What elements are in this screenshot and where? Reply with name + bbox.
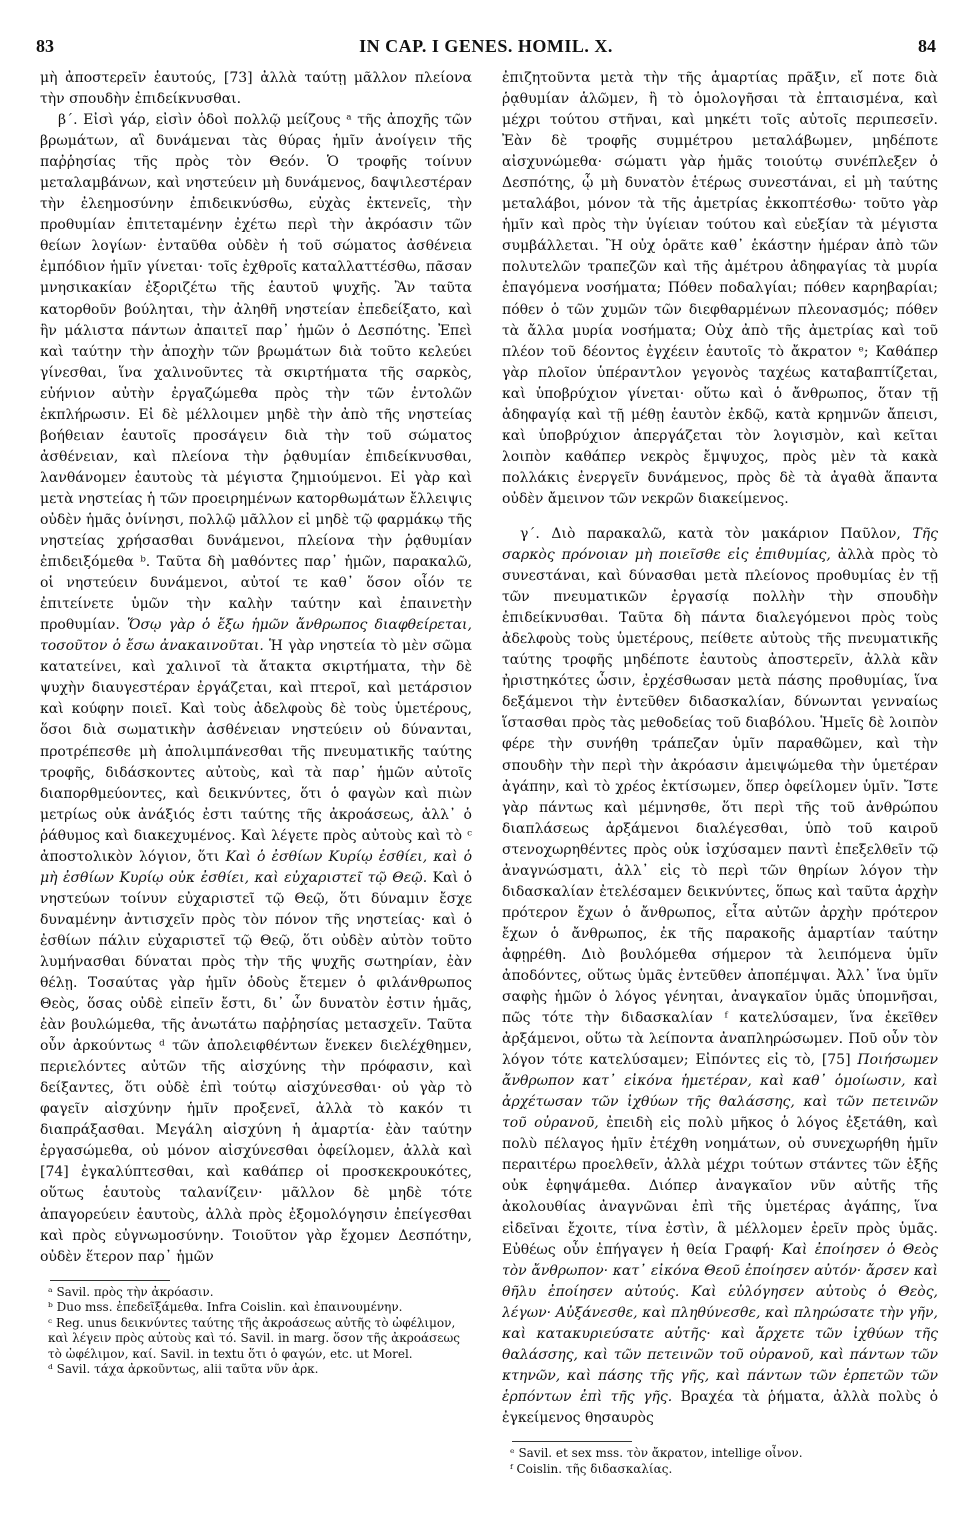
paragraph-text: β΄. Εἰσὶ γάρ, εἰσὶν ὁδοὶ πολλῷ μείζους ᵃ τῆς ἀποχῆς τῶν βρωμάτων, αἳ δυνάμεναι τὰς θύρας ἡμῖν ἀνοίγειν τῆς παῤῥησίας τῆς πρὸς τὸν Θεόν. Ὁ τροφῆς τοίνυν μεταλαμβάνων, καὶ νηστεύειν μὴ δυνάμενος, δαψιλεστέραν τὴν ἐλεημοσύνην ἐπιδεικνύσθω, εὐχὰς ἐκτενεῖς, τὴν προθυμίαν ἐπιτεταμένην ἐχέτω περὶ τὴν ἀκρόασιν τῶν θείων λογίων· ἐνταῦθα οὐδὲν ἡ τοῦ σώματος ἀσθένεια ἐμπόδιον ἡμῖν γίνεται· τοῖς ἐχθροῖς καταλλαττέσθω, πᾶσαν μνησικακίαν ἐξοριζέτω τῆς ἑαυτοῦ ψυχῆς. Ἂν ταῦτα κατορθοῦν βούληται, τὴν ἀληθῆ νηστείαν ἐπεδείξατο, καὶ ἣν μάλιστα πάντων ἀπαιτεῖ παρ᾽ ἡμῶν ὁ Δεσπότης. Ἐπεὶ καὶ ταύτην τὴν ἀποχὴν τῶν βρωμάτων διὰ τοῦτο κελεύει γίνεσθαι, ἵνα χαλινοῦντες τὰ σκιρτήματα τῆς σαρκὸς, εὐήνιον αὐτὴν ἐργαζώμεθα πρὸς τὴν τῶν ἐντολῶν ἐκπλήρωσιν. Εἰ δὲ μέλλοιμεν μηδὲ τὴν ἀπὸ τῆς νηστείας βοήθειαν ἑαυτοῖς προσάγειν διὰ τὴν τοῦ σώματος ἀσθένειαν, καὶ πλείονα τὴν ῥᾳθυμίαν ἐπιδείκνυσθαι, λανθάνομεν ἑαυτοὺς τὰ μέγιστα ζημιούμενοι. Εἰ γὰρ καὶ μετὰ νηστείας ἡ τῶν προειρημένων κατορθωμάτων ἔλλειψις οὐδὲν ἡμᾶς ὀνίνησι, πολλῷ μᾶλλον εἰ μηδὲ τῷ φαρμάκῳ τῆς νηστείας χρήσασθαι δυνάμενοι, πλείονα τὴν ῥᾳθυμίαν ἐπιδειξόμεθα ᵇ. Ταῦτα δὴ μαθόντες παρ᾽ ἡμῶν, παρακαλῶ, οἱ νηστεύειν δυνάμενοι, αὐτοί τε καθ᾽ ὅσον οἷόν τε ἐπιτείνετε ὑμῶν τὴν καλὴν ταύτην καὶ ἐπαινετὴν προθυμίαν. [40,112,472,634]
paragraph: ἐπιζητοῦντα μετὰ τὴν τῆς ἁμαρτίας πρᾶξιν, εἴ ποτε διὰ ῥᾳθυμίαν ἁλῶμεν, ἢ τὸ ὁμολογῆσαι τὰ ἐπταισμένα, καὶ μέχρι τούτου στῆναι, καὶ μηκέτι τοῖς αὐτοῖς περιπεσεῖν. Ἐὰν δὲ τροφῆς συμμέτρου μεταλάβωμεν, μηδέποτε αἰσχυνώμεθα· σώματι γὰρ ἡμᾶς τοιούτῳ συνέπλεξεν ὁ Δεσπότης, ᾧ μὴ δυνατὸν ἑτέρως συνεστάναι, εἰ μὴ ταύτης μεταλάβοι, μόνον τὰ τῆς ἀμετρίας ἐκκοπτέσθω· τοῦτο γὰρ ἡμῖν καὶ πρὸς τὴν ὑγίειαν τούτου καὶ εὐεξίαν τὰ μέγιστα συμβάλλεται. Ἢ οὐχ ὁρᾶτε καθ᾽ ἑκάστην ἡμέραν ἀπὸ τῶν πολυτελῶν τραπεζῶν καὶ τῆς ἀμέτρου ἀδηφαγίας τὰ μυρία ἐπαγόμενα νοσήματα; Πόθεν ποδαλγίαι; πόθεν καρηβαρίαι; πόθεν ὁ τῶν χυμῶν τῶν διεφθαρμένων πλεονασμός; πόθεν τὰ ἄλλα μυρία νοσήματα; Οὐχ ἀπὸ τῆς ἀμετρίας καὶ τοῦ πλέον τοῦ δέοντος ἐγχέειν ἑαυτοῖς τὸ ἄκρατον ᵉ; Καθάπερ γὰρ πλοῖον ὑπέραντλον γεγονὸς ταχέως καταβαπτίζεται, καὶ ὑποβρύχιον γίνεται· οὕτω καὶ ὁ ἄνθρωπος, ὅταν τῇ ἀδηφαγίᾳ καὶ τῇ μέθῃ ἑαυτὸν ἐκδῷ, κατὰ κρημνῶν ἄπεισι, καὶ ὑποβρύχιον ἀπεργάζεται τὸν λογισμὸν, καὶ κεῖται λοιπὸν καθάπερ νεκρὸς ἔμψυχος, πρὸς μὲν τὰ κακὰ πολλάκις ἐνεργεῖν δυνάμενος, πρὸς δὲ τὰ ἀγαθὰ ἅπαντα οὐδὲν ἄμεινον τῶν νεκρῶν διακείμενος. [502,70,938,507]
paragraph-text: Καὶ ὁ νηστεύων τοίνυν εὐχαριστεῖ τῷ Θεῷ, ὅτι δύναμιν ἔσχε δυναμένην ἀντισχεῖν πρὸς τὸν πόνον τῆς νηστείας· καὶ ὁ ἐσθίων πάλιν εὐχαριστεῖ τῷ Θεῷ, ὅτι οὐδὲν αὐτὸν τοῦτο λυμήνασθαι δύναται πρὸς τὴν τῆς ψυχῆς σωτηρίαν, ἐὰν θέλῃ. Τοσαύτας γὰρ ἡμῖν ὁδοὺς ἔτεμεν ὁ φιλάνθρωπος Θεὸς, ὅσας οὐδὲ εἰπεῖν ἔστι, δι᾽ ὧν δυνατὸν ἐστιν ἡμᾶς, ἐὰν βουλώμεθα, τῆς ἀνωτάτω παῤῥησίας μετασχεῖν. Ταῦτα οὖν ἀρκούντως ᵈ τῶν ἀπολειφθέντων ἕνεκεν διελέχθημεν, περιελόντες αὐτῶν τῆς αἰσχύνης τὴν πρόφασιν, καὶ δείξαντες, ὅτι οὐδὲ ἐπὶ τούτῳ αἰσχύνεσθαι· οὐ γὰρ τὸ φαγεῖν αἰσχύνην ἡμῖν προξενεῖ, ἀλλὰ τὸ κακόν τι διαπράξασθαι. Μεγάλη αἰσχύνη ἡ ἁμαρτία· ἐὰν ταύτην ἐργασώμεθα, οὐ μόνον αἰσχύνεσθαι ὀφείλομεν, ἀλλὰ καὶ [74] ἐγκαλύπτεσθαι, καὶ καθάπερ οἱ προσκεκρουκότες, οὕτως ἑαυτοὺς ταλανίζειν· μᾶλλον δὲ μηδὲ τότε ἀπαγορεύειν ἑαυτοὺς, ἀλλὰ πρὸς ἐξομολόγησιν ἐπείγεσθαι καὶ πρὸς εὐγνωμοσύνην. Τοιοῦτον γὰρ ἔχομεν Δεσπότην, οὐδὲν ἕτερον παρ᾽ ἡμῶν [40,869,472,1265]
running-title: IN CAP. I GENES. HOMIL. X. [359,36,613,56]
paragraph-section-3 [502,524,938,1429]
scripture-quote: Ὅσῳ γὰρ ὁ ἔξω ἡμῶν ἄνθρωπος διαφθείρεται, τοσοῦτον ὁ ἔσω ἀνακαινοῦται. [40,617,472,655]
scripture-quote: Ποιήσωμεν ἄνθρωπον κατ᾽ εἰκόνα ἡμετέραν, καὶ καθ᾽ ὁμοίωσιν, καὶ ἀρχέτωσαν τῶν ἰχθύων τῆς θαλάσσης, καὶ τῶν πετεινῶν τοῦ οὐρανοῦ, [502,1052,938,1132]
footnote-a: ᵃ Savil. πρὸς τὴν ἀκρόασιν. [48,1284,214,1299]
footnotes-right [502,1446,938,1477]
footnote-f: ᶠ Coislin. τῆς διδασκαλίας. [510,1461,673,1476]
footnote-rule [512,1441,632,1442]
paragraph-section-2 [40,110,472,1268]
paragraph-text: ἀλλὰ πρὸς τὸ συνεστάναι, καὶ δύνασθαι μετὰ πλείονος προθυμίας ἐν τῇ τῶν πνευματικῶν ἐργασίᾳ πολλὴν τὴν σπουδὴν ἐπιδείκνυσθαι. Ταῦτα δὴ πάντα διαλεγόμενοι πρὸς τοὺς ἀδελφοὺς τοὺς ὑμετέρους, πείθετε αὐτοὺς τῆς πνευματικῆς ταύτης τροφῆς μηδέποτε ἑαυτοὺς ἀποστερεῖν, ἀλλὰ κἂν ἠριστηκότες ὦσιν, ἐρχέσθωσαν μετὰ πάσης προθυμίας, ἵνα δεξάμενοι τὴν ἐντεῦθεν διδασκαλίαν, δύνωνται γενναίως ἵστασθαι πρὸς τὰς μεθοδείας τοῦ διαβόλου. Ἡμεῖς δὲ λοιπὸν φέρε τὴν συνήθη τράπεζαν ὑμῖν παραθῶμεν, καὶ τὴν σπουδὴν τὴν περὶ τὴν ἀκρόασιν ἀμειψώμεθα τὴν ὑμετέραν ἀγάπην, καὶ τὸ χρέος ἐκτίσωμεν, ὅπερ ὀφείλομεν ὑμῖν. Ἴστε γὰρ πάντως καὶ μέμνησθε, ὅτι περὶ τῆς τοῦ ἀνθρώπου διαπλάσεως ἀρξάμενοι διαλέγεσθαι, ὑπὸ τοῦ καιροῦ στενοχωρηθέντες πρὸς οὐκ ἰσχύσαμεν παντὶ ἐπεξελθεῖν τῷ ἀναγνώσματι, ἀλλ᾽ εἰς τὸ περὶ τῶν θηρίων λόγον τὴν διδασκαλίαν ἐτελέσαμεν δεικνύντες, ὅπως καὶ ταῦτα ἀρχὴν πρότερον ἔχων ὁ ἄνθρωπος, εἶτα αὐτῶν ἀρχὴν πρότερον ἔχων ὁ ἄνθρωπος, ἐκ τῆς παρακοῆς ἁμαρτίαν ταύτην ἀφῃρέθη. Διὸ βουλόμεθα σήμερον τὰ λειπόμενα ὑμῖν ἀποδόντες, οὕτως ὑμᾶς ἐντεῦθεν ἀποπέμψαι. Ἀλλ᾽ ἵνα ὑμῖν σαφὴς ἡμῶν ὁ λόγος γένηται, ἀναγκαῖον ὑμᾶς ὑπομνῆσαι, πῶς τότε τὴν διδασκαλίαν ᶠ κατελύσαμεν, ἵνα ἐκεῖθεν ἀρξάμενοι, οὕτω τὰ λείποντα ἀναπληρώσωμεν. Ποῦ οὖν τὸν λόγον τότε κατελύσαμεν; Εἰπόντες εἰς τὸ, [75] [502,547,938,1069]
footnote-d: ᵈ Savil. τάχα ἀρκοῦντως, alii ταῦτα νῦν ἀρκ. [48,1362,319,1377]
left-page-number: 83 [36,36,54,56]
scripture-quote: Τῆς σαρκὸς πρόνοιαν μὴ ποιεῖσθε εἰς ἐπιθυμίας, [502,525,938,564]
paragraph: μὴ ἀποστερεῖν ἑαυτούς, [73] ἀλλὰ ταύτῃ μᾶλλον πλείονα τὴν σπουδὴν ἐπιδείκνυσθαι. [40,70,472,108]
paragraph-text: γ΄. Διὸ παρακαλῶ, κατὰ τὸν μακάριον Παῦλον, [520,525,901,542]
footnote-b: ᵇ Duo mss. ἐπεδεῖξάμεθα. Infra Coislin. καὶ ἐπαινουμένην. [48,1300,403,1315]
paragraph-text: Ἡ γὰρ νηστεία τὸ μὲν σῶμα κατατείνει, καὶ χαλινοῖ τὰ ἄτακτα σκιρτήματα, τὴν δὲ ψυχὴν διαυγεστέραν ἐργάζεται, καὶ πτεροῖ, καὶ μετάρσιον καὶ κούφην ποιεῖ. Καὶ τοὺς ἀδελφοὺς δὲ τοὺς ὑμετέρους, ὅσοι διὰ σωματικὴν ἀσθένειαν νηστεύειν οὐ δύνανται, προτρέπεσθε μὴ ἀπολιμπάνεσθαι τῆς πνευματικῆς ταύτης τροφῆς, διδάσκοντες αὐτοὺς, καὶ τὰ παρ᾽ ἡμῶν αὐτοῖς διαπορθμεύοντες, καὶ δεικνύντες, ὅτι ὁ φαγὼν καὶ πιὼν μετρίως οὐκ ἀνάξιός ἐστι ταύτης τῆς ἀκροάσεως, ἀλλ᾽ ὁ ῥάθυμος καὶ διακεχυμένος. Καὶ λέγετε πρὸς αὐτοὺς καὶ τὸ ᶜ ἀποστολικὸν λόγιον, ὅτι [40,638,472,865]
footnotes-left [40,1285,472,1378]
right-column [502,68,938,1523]
scripture-quote: Καὶ ἐποίησεν ὁ Θεὸς τὸν ἄνθρωπον· κατ᾽ εἰκόνα Θεοῦ ἐποίησεν αὐτόν· ἄρσεν καὶ θῆλυ ἐποίησεν αὐτούς. Καὶ εὐλόγησεν αὐτοὺς ὁ Θεὸς, λέγων· Αὐξάνεσθε, καὶ πληθύνεσθε, καὶ πληρώσατε τὴν γῆν, καὶ κατακυριεύσατε αὐτῆς· καὶ ἄρχετε τῶν ἰχθύων τῆς θαλάσσης, καὶ τῶν πετεινῶν τοῦ οὐρανοῦ, καὶ πάντων τῶν κτηνῶν, καὶ πάσης τῆς γῆς, καὶ πάντων τῶν ἑρπετῶν τῶν ἑρπόντων ἐπὶ τῆς γῆς. [502,1241,938,1405]
scripture-quote: Καὶ ὁ ἐσθίων Κυρίῳ ἐσθίει, καὶ ὁ μὴ ἐσθίων Κυρίῳ οὐκ ἐσθίει, καὶ εὐχαριστεῖ τῷ Θεῷ. [40,848,472,886]
footnote-c: ᶜ Reg. unus δεικνύντες ταύτης τῆς ἀκροάσεως αὐτῆς τὸ ὠφέλιμον, καὶ λέγειν πρὸς αὐτοὺς καὶ τό. Savil. in marg. ὅσον τῆς ἀκροάσεως τὸ ὠφέλιμον, καί. Savil. in textu ὅτι ὁ φαγών, etc. ut Morel. [48,1315,460,1361]
left-column [40,68,472,1488]
paragraph-text: Βραχέα τὰ ῥήματα, ἀλλὰ πολὺς ὁ ἐγκείμενος θησαυρὸς [502,1388,938,1426]
footnote-e: ᵉ Savil. et sex mss. τὸν ἄκρατον, intellige οἶνον. [510,1446,803,1460]
footnote-rule [50,1280,170,1281]
right-page-number: 84 [918,36,936,56]
paragraph-text: ἐπειδὴ εἰς πολὺ μῆκος ὁ λόγος ἐξετάθη, καὶ πολὺ πέλαγος ἡμῖν ἐτέχθη νοημάτων, οὐ συνεχωρήθη ἡμῖν περαιτέρω προελθεῖν, ἀλλὰ μέχρι τούτων στάντες τῶν ἑξῆς οὐκ ἐφηψάμεθα. Διόπερ ἀναγκαῖον νῦν αὐτῆς τῆς ἀκολουθίας ἀναγνῶναι ἐπὶ τῆς ὑμετέρας ἀγάπης, ἵνα εἰδεῖναι ἔχοιτε, τίνα ἐστὶν, ἃ μέλλομεν ἐρεῖν πρὸς ὑμᾶς. Εὐθέως οὖν ἐπήγαγεν ἡ θεία Γραφή· [502,1115,938,1258]
running-header [36,36,936,62]
